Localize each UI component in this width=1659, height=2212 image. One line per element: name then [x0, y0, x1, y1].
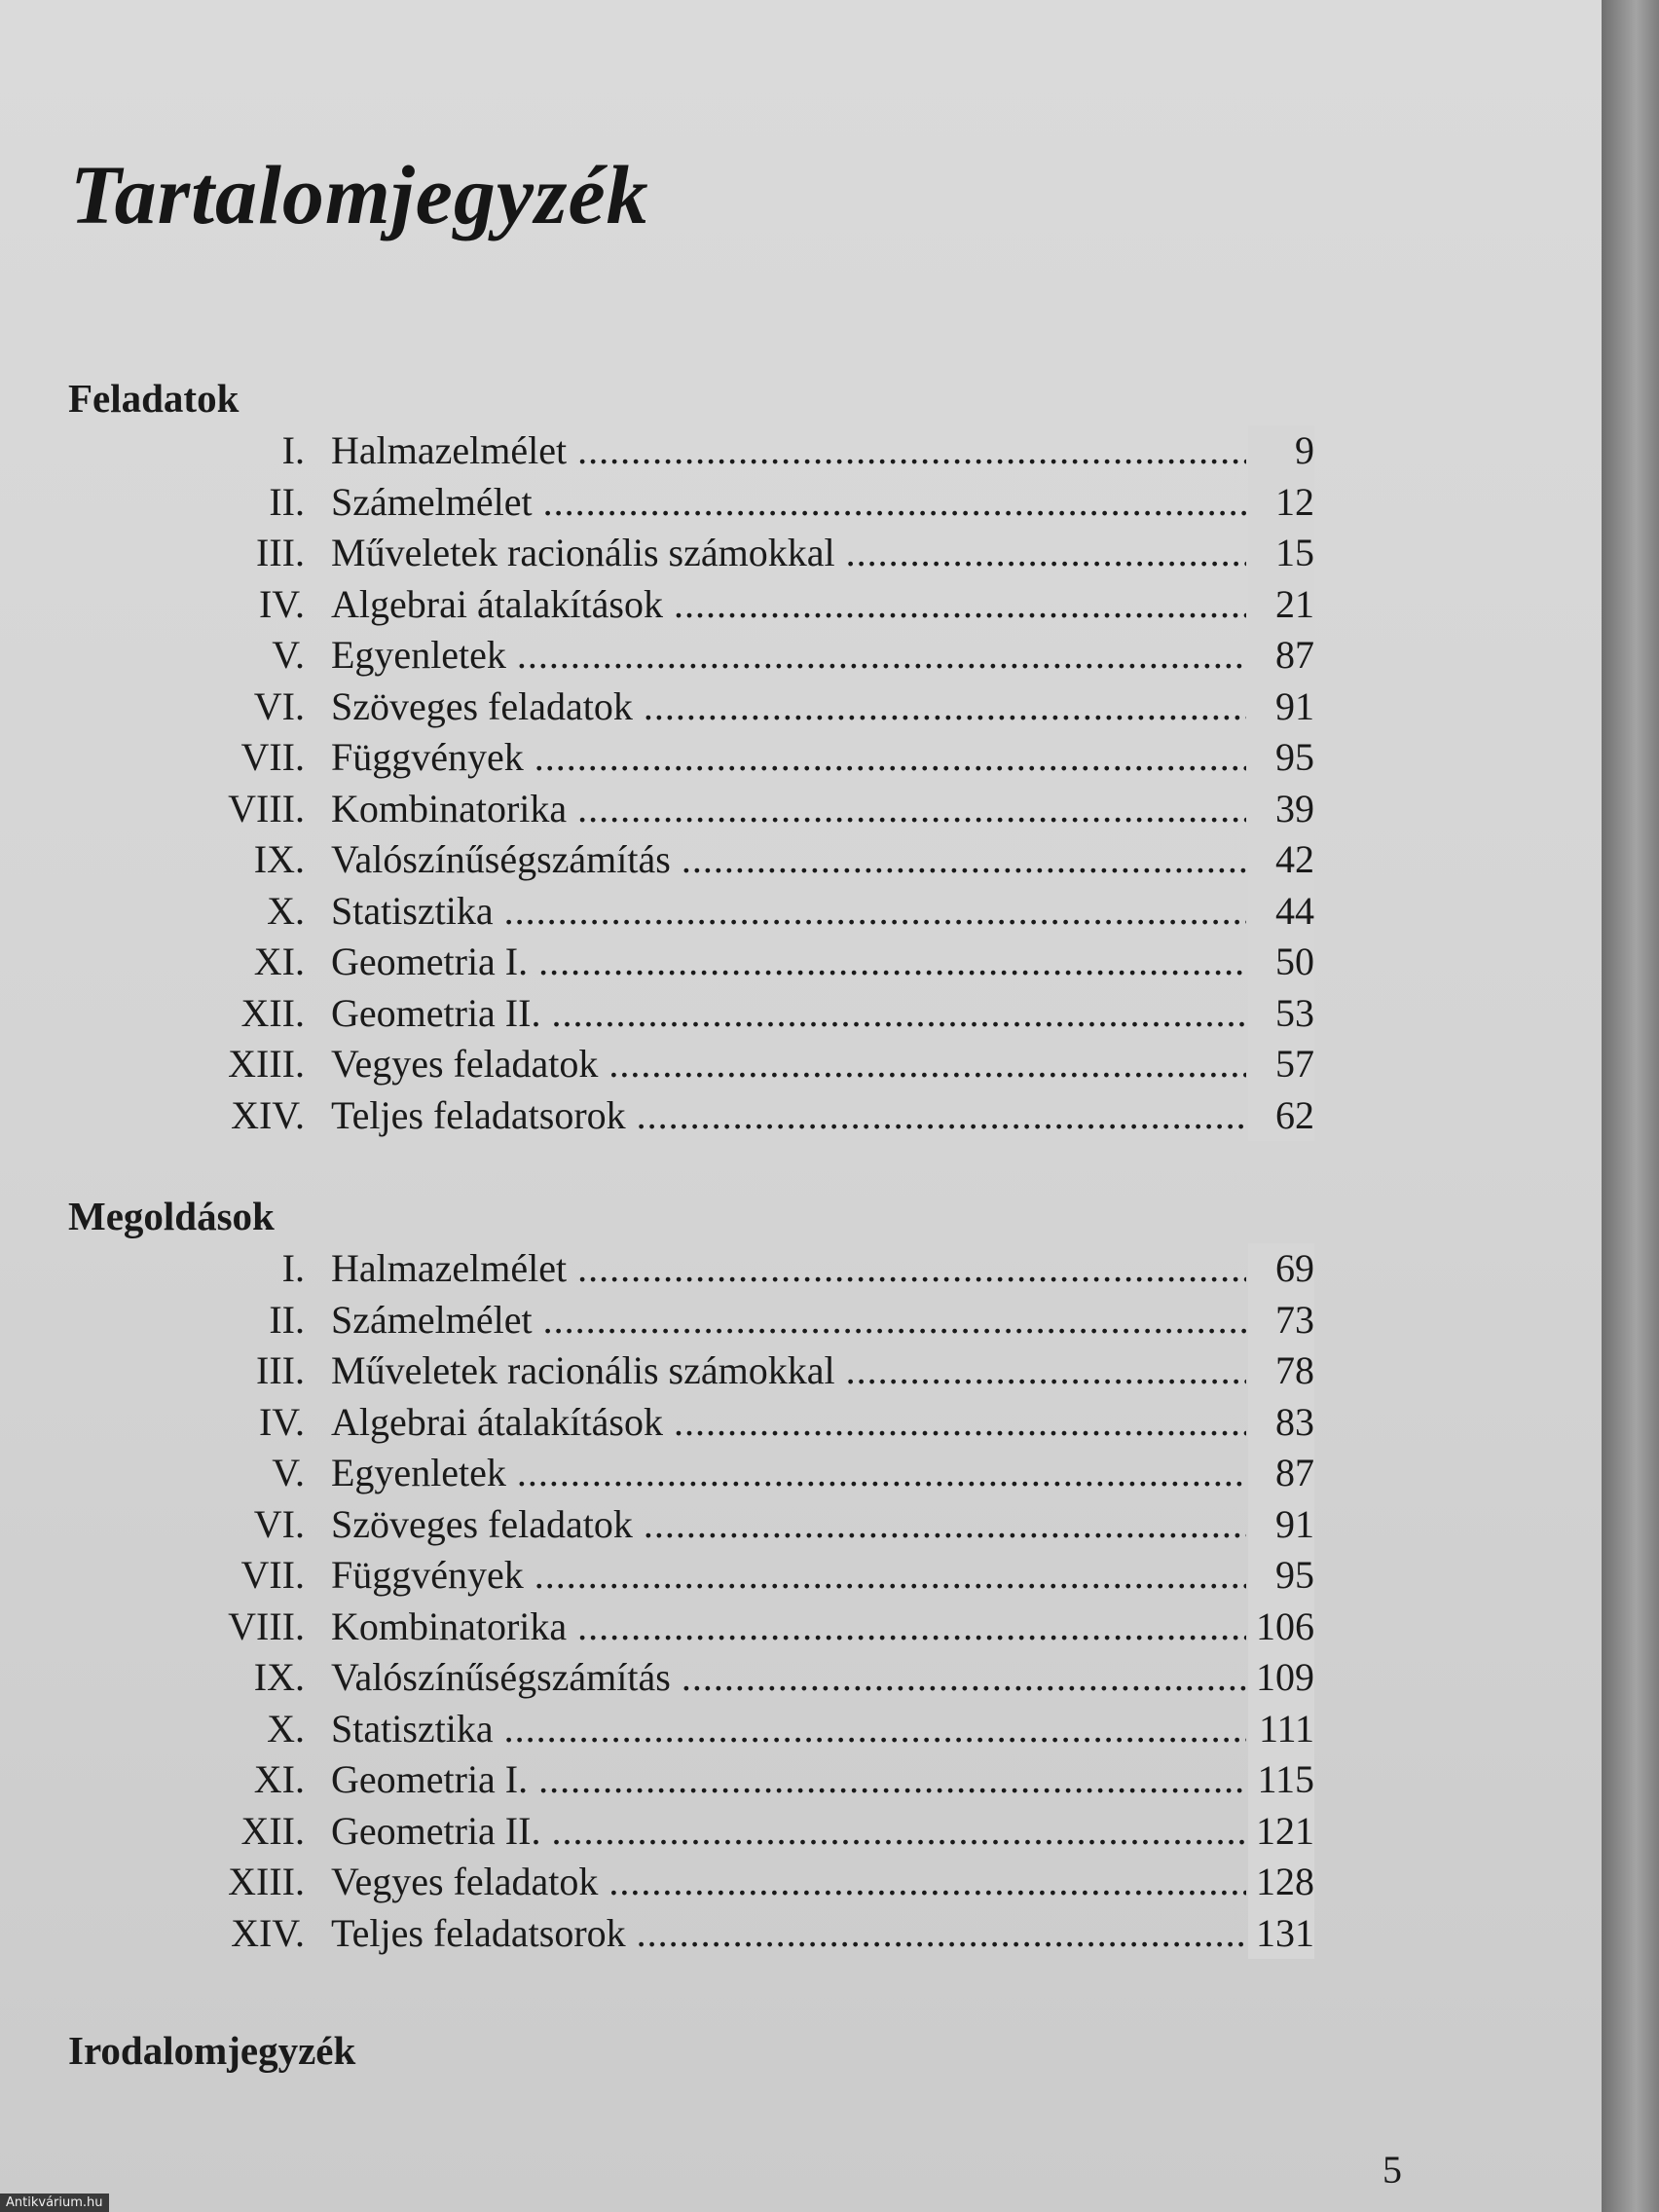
toc-entry — [68, 1499, 1314, 1551]
toc-entry-title: Teljes feladatsorok ..... — [331, 1908, 1246, 1960]
toc-entry-number: II. — [269, 1297, 305, 1342]
toc-entry-page: 87 — [1248, 1448, 1314, 1499]
toc-entry — [68, 1704, 1314, 1755]
toc-entry-number: I. — [281, 428, 305, 472]
toc-entry-page: 73 — [1248, 1295, 1314, 1346]
toc-entry-number: XIV. — [231, 1910, 305, 1955]
toc-entry-page: 111 — [1248, 1704, 1314, 1755]
toc-entry — [68, 1857, 1314, 1908]
toc-entry-title: Szöveges feladatok ..... — [331, 1499, 1246, 1551]
toc-entry-number: II. — [269, 479, 305, 524]
toc-entry-page: 9 — [1248, 425, 1314, 477]
section-heading-feladatok: Feladatok — [68, 376, 240, 421]
toc-entry — [68, 886, 1314, 938]
toc-entry-number: V. — [272, 633, 305, 677]
toc-entry — [68, 1346, 1314, 1397]
toc-entry-title: Algebrai átalakítások ..... — [331, 1397, 1246, 1449]
toc-entry — [68, 1448, 1314, 1499]
toc-entry-title: Geometria I. ..... — [331, 937, 1246, 988]
toc-list-megoldasok — [68, 1243, 1314, 1959]
toc-entry — [68, 784, 1314, 835]
toc-entry-page: 128 — [1248, 1857, 1314, 1908]
toc-entry — [68, 1806, 1314, 1858]
toc-entry-title: Geometria II. ..... — [331, 988, 1246, 1040]
toc-entry-number: IX. — [253, 1655, 305, 1699]
toc-entry — [68, 834, 1314, 886]
toc-entry-page: 95 — [1248, 1550, 1314, 1602]
toc-entry — [68, 1652, 1314, 1704]
toc-entry — [68, 1550, 1314, 1602]
toc-entry — [68, 1295, 1314, 1346]
toc-entry-number: VII. — [240, 735, 305, 779]
toc-entry-title: Statisztika ..... — [331, 886, 1246, 938]
toc-entry-number: VIII. — [228, 1604, 305, 1648]
toc-entry — [68, 630, 1314, 682]
toc-entry-number: XI. — [253, 940, 305, 983]
toc-entry-number: III. — [256, 1348, 305, 1392]
toc-entry-number: VIII. — [228, 786, 305, 830]
toc-entry-title: Számelmélet ..... — [331, 1295, 1246, 1346]
toc-entry-number: XII. — [240, 990, 305, 1035]
page-title: Tartalomjegyzék — [70, 148, 649, 241]
toc-entry-page: 42 — [1248, 834, 1314, 886]
toc-entry-number: VI. — [253, 683, 305, 728]
toc-entry-number: I. — [281, 1246, 305, 1290]
toc-entry-title: Valószínűségszámítás ..... — [331, 834, 1246, 886]
toc-entry-number: XIV. — [231, 1092, 305, 1137]
toc-entry-page: 87 — [1248, 630, 1314, 682]
toc-list-feladatok — [68, 425, 1314, 1141]
toc-entry-page: 83 — [1248, 1397, 1314, 1449]
toc-entry-title: Egyenletek ..... — [331, 630, 1246, 682]
toc-entry-title: Műveletek racionális számokkal ..... — [331, 528, 1246, 579]
toc-entry-page: 78 — [1248, 1346, 1314, 1397]
section-heading-irodalomjegyzek: Irodalomjegyzék — [68, 2028, 356, 2073]
toc-entry-title: Vegyes feladatok ..... — [331, 1857, 1246, 1908]
toc-entry-page: 95 — [1248, 732, 1314, 784]
toc-entry-title: Függvények ..... — [331, 1550, 1246, 1602]
toc-entry-page: 121 — [1248, 1806, 1314, 1858]
toc-entry-page: 91 — [1248, 1499, 1314, 1551]
toc-entry-number: IX. — [253, 837, 305, 881]
toc-entry-title: Geometria I. ..... — [331, 1754, 1246, 1806]
toc-entry — [68, 1243, 1314, 1295]
toc-entry-number: III. — [256, 531, 305, 574]
toc-entry-number: VI. — [253, 1501, 305, 1546]
toc-entry — [68, 988, 1314, 1040]
toc-entry-page: 39 — [1248, 784, 1314, 835]
toc-entry-number: XII. — [240, 1808, 305, 1853]
toc-entry-page: 69 — [1248, 1243, 1314, 1295]
page-edge-shadow — [1602, 0, 1659, 2212]
toc-entry-title: Vegyes feladatok ..... — [331, 1039, 1246, 1090]
toc-entry-title: Algebrai átalakítások ..... — [331, 579, 1246, 631]
toc-entry-page: 50 — [1248, 937, 1314, 988]
toc-entry-title: Valószínűségszámítás ..... — [331, 1652, 1246, 1704]
toc-entry-title: Szöveges feladatok ..... — [331, 682, 1246, 733]
toc-entry-number: VII. — [240, 1553, 305, 1597]
toc-entry-page: 62 — [1248, 1090, 1314, 1142]
toc-entry-page: 15 — [1248, 528, 1314, 579]
toc-entry-page: 44 — [1248, 886, 1314, 938]
toc-entry-title: Egyenletek ..... — [331, 1448, 1246, 1499]
toc-entry — [68, 732, 1314, 784]
toc-entry-page: 12 — [1248, 477, 1314, 529]
toc-entry-page: 91 — [1248, 682, 1314, 733]
toc-entry-number: IV. — [258, 581, 305, 626]
toc-entry — [68, 1039, 1314, 1090]
toc-entry — [68, 477, 1314, 529]
toc-entry-page: 115 — [1248, 1754, 1314, 1806]
section-heading-megoldasok: Megoldások — [68, 1194, 275, 1238]
toc-entry-title: Műveletek racionális számokkal ..... — [331, 1346, 1246, 1397]
toc-entry — [68, 1090, 1314, 1142]
toc-entry-page: 131 — [1248, 1908, 1314, 1960]
toc-entry — [68, 1754, 1314, 1806]
toc-entry — [68, 425, 1314, 477]
toc-entry-number: XIII. — [228, 1860, 305, 1903]
toc-entry-number: V. — [272, 1451, 305, 1494]
toc-entry-number: X. — [267, 888, 305, 933]
toc-entry-title: Függvények ..... — [331, 732, 1246, 784]
watermark-label: Antikvárium.hu — [0, 2194, 109, 2212]
toc-entry-page: 21 — [1248, 579, 1314, 631]
toc-entry-page: 106 — [1248, 1602, 1314, 1653]
toc-entry-title: Statisztika ..... — [331, 1704, 1246, 1755]
toc-entry-page: 109 — [1248, 1652, 1314, 1704]
toc-entry — [68, 682, 1314, 733]
toc-entry-number: IV. — [258, 1399, 305, 1444]
toc-entry-page: 57 — [1248, 1039, 1314, 1090]
toc-entry-title: Halmazelmélet ..... — [331, 1243, 1246, 1295]
toc-entry-number: XI. — [253, 1757, 305, 1801]
toc-entry-page: 53 — [1248, 988, 1314, 1040]
toc-entry — [68, 1397, 1314, 1449]
toc-entry-title: Teljes feladatsorok ..... — [331, 1090, 1246, 1142]
toc-entry-number: XIII. — [228, 1042, 305, 1086]
toc-entry — [68, 528, 1314, 579]
toc-entry — [68, 937, 1314, 988]
toc-entry-title: Halmazelmélet ..... — [331, 425, 1246, 477]
toc-entry-title: Kombinatorika ..... — [331, 784, 1246, 835]
toc-entry — [68, 1908, 1314, 1960]
toc-entry-title: Geometria II. ..... — [331, 1806, 1246, 1858]
toc-entry — [68, 579, 1314, 631]
toc-entry-number: X. — [267, 1706, 305, 1751]
toc-entry — [68, 1602, 1314, 1653]
toc-entry-title: Számelmélet ..... — [331, 477, 1246, 529]
toc-entry-title: Kombinatorika ..... — [331, 1602, 1246, 1653]
page-number: 5 — [1382, 2148, 1402, 2192]
